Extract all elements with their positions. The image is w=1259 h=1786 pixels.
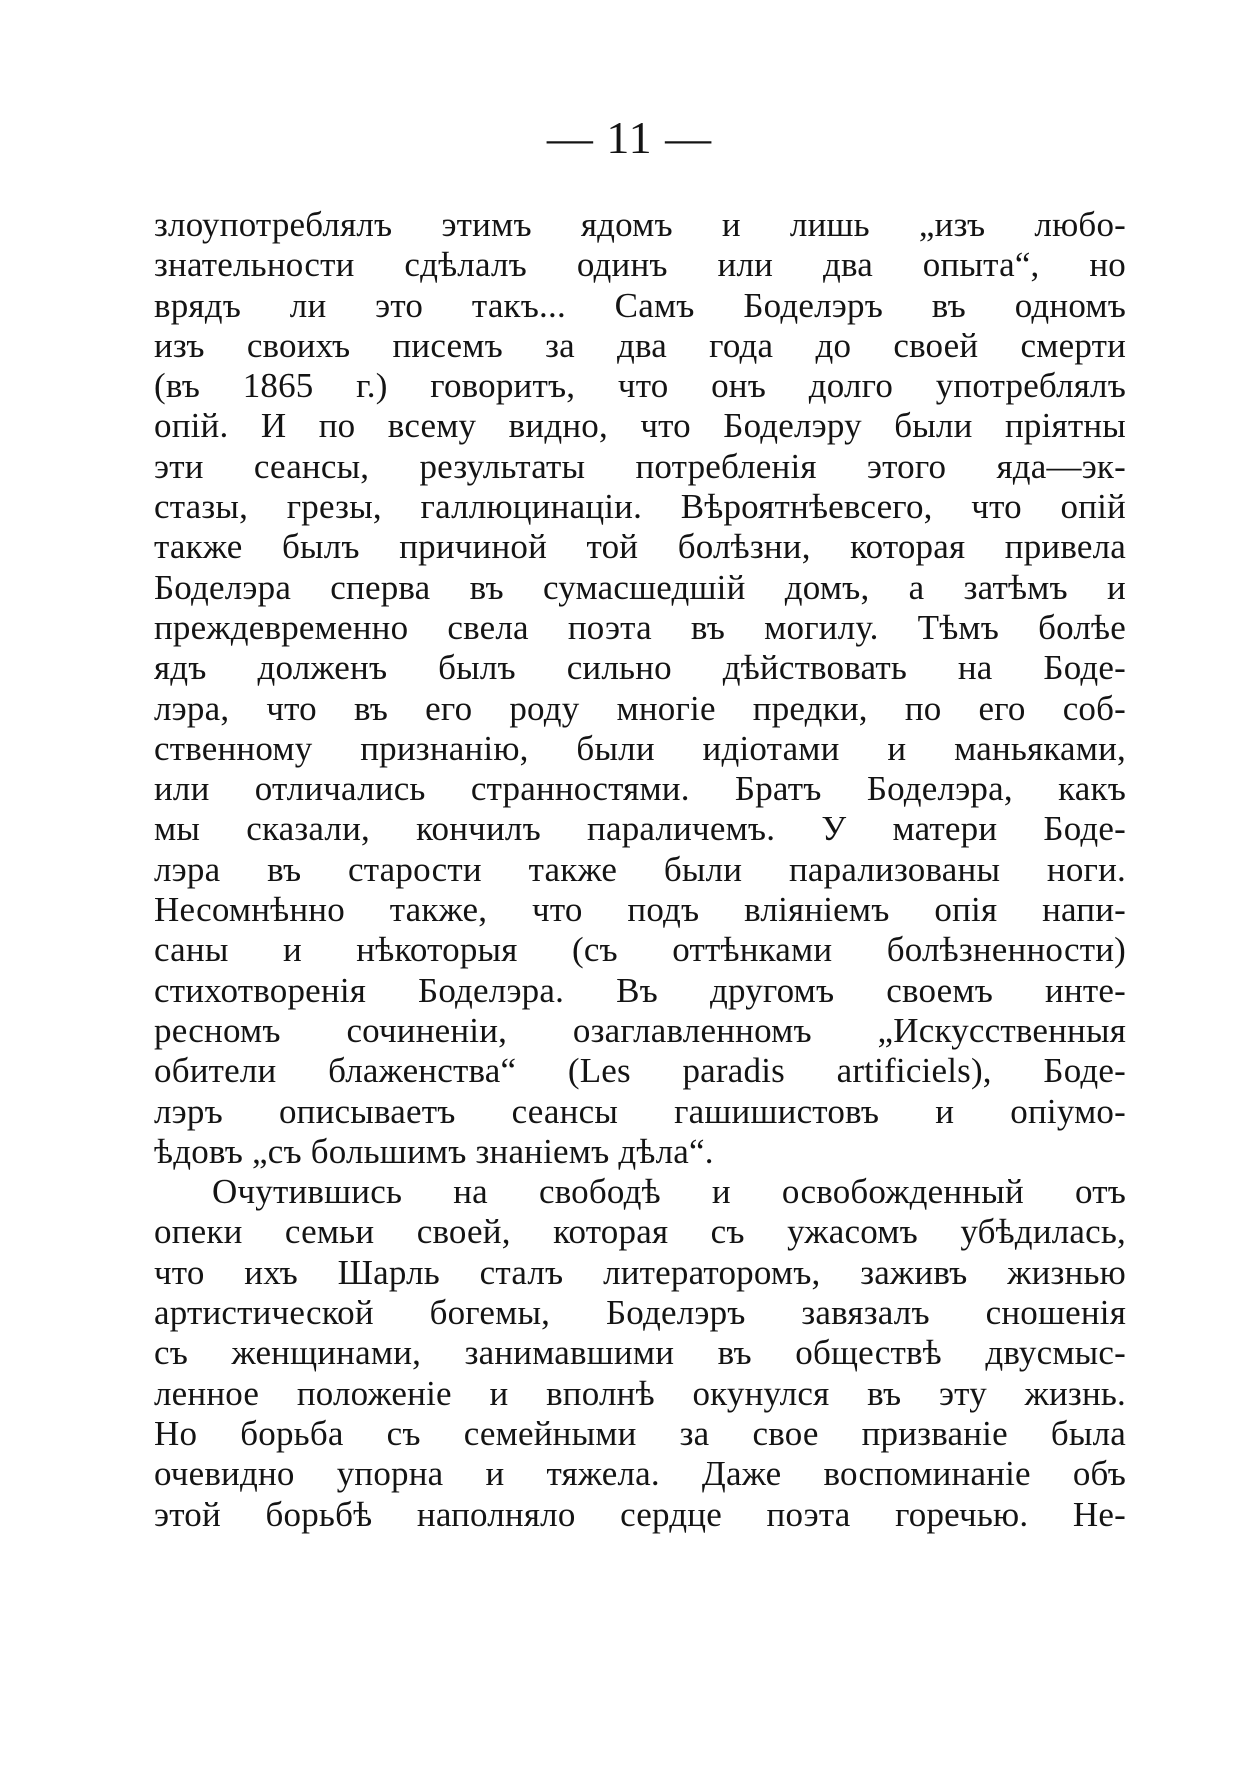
text-line: Но борьба съ семейными за свое призваніе была: [154, 1413, 1126, 1453]
text-line: ленное положеніе и вполнѣ окунулся въ эту жизнь.: [154, 1373, 1126, 1413]
page-number: — 11 —: [546, 112, 713, 163]
paragraph-2: [154, 1172, 1126, 1535]
text-line: ресномъ сочиненіи, озаглавленномъ „Искусственныя: [154, 1010, 1126, 1050]
text-line: эти сеансы, результаты потребленія этого яда—эк-: [154, 446, 1126, 486]
text-line: Несомнѣнно также, что подъ вліяніемъ опія напи-: [154, 890, 1126, 930]
text-line: изъ своихъ писемъ за два года до своей смерти: [154, 325, 1126, 365]
text-line: лэра въ старости также были парализованы ноги.: [154, 849, 1126, 889]
text-line: или отличались странностями. Братъ Боделэра, какъ: [154, 769, 1126, 809]
text-line: знательности сдѣлалъ одинъ или два опыта“, но: [154, 245, 1126, 285]
text-line: опеки семьи своей, которая съ ужасомъ убѣдилась,: [154, 1212, 1126, 1252]
text-line: ственному признанію, были идіотами и маньяками,: [154, 728, 1126, 768]
body-text: [154, 205, 1126, 1535]
text-line: опій. И по всему видно, что Боделэру были пріятны: [154, 406, 1126, 446]
text-line: что ихъ Шарль сталъ литераторомъ, заживъ жизнью: [154, 1252, 1126, 1292]
text-line: лэръ описываетъ сеансы гашишистовъ и опіумо-: [154, 1091, 1126, 1131]
text-line: съ женщинами, занимавшими въ обществѣ двусмыс-: [154, 1333, 1126, 1373]
text-line: ѣдовъ „съ большимъ знаніемъ дѣла“.: [154, 1131, 714, 1171]
text-line: саны и нѣкоторыя (съ оттѣнками болѣзненности): [154, 930, 1126, 970]
text-line: злоупотреблялъ этимъ ядомъ и лишь „изъ любо-: [154, 205, 1126, 244]
text-line: также былъ причиной той болѣзни, которая привела: [154, 527, 1126, 567]
text-line: лэра, что въ его роду многіе предки, по его соб-: [154, 688, 1126, 728]
text-line: Боделэра сперва въ сумасшедшій домъ, а затѣмъ и: [154, 567, 1126, 607]
text-line: этой борьбѣ наполняло сердце поэта горечью. Не-: [154, 1494, 1126, 1534]
paragraph-1: [154, 205, 1126, 1172]
text-line: стазы, грезы, галлюцинаціи. Вѣроятнѣевсего, что опій: [154, 487, 1126, 527]
text-line: ядъ долженъ былъ сильно дѣйствовать на Боде-: [154, 648, 1126, 688]
text-line: врядъ ли это такъ... Самъ Боделэръ въ одномъ: [154, 285, 1126, 325]
text-line: преждевременно свела поэта въ могилу. Тѣмъ болѣе: [154, 607, 1126, 647]
text-line: обители блаженства“ (Les paradis artificiels), Боде-: [154, 1051, 1126, 1091]
text-line: стихотворенія Боделэра. Въ другомъ своемъ инте-: [154, 970, 1126, 1010]
text-line: Очутившись на свободѣ и освобожденный отъ: [212, 1172, 1126, 1212]
text-line: (въ 1865 г.) говоритъ, что онъ долго употреблялъ: [154, 366, 1126, 406]
text-line: очевидно упорна и тяжела. Даже воспоминаніе объ: [154, 1454, 1126, 1494]
text-line: мы сказали, кончилъ параличемъ. У матери Боде-: [154, 809, 1126, 849]
text-line: артистической богемы, Боделэръ завязалъ сношенія: [154, 1293, 1126, 1333]
